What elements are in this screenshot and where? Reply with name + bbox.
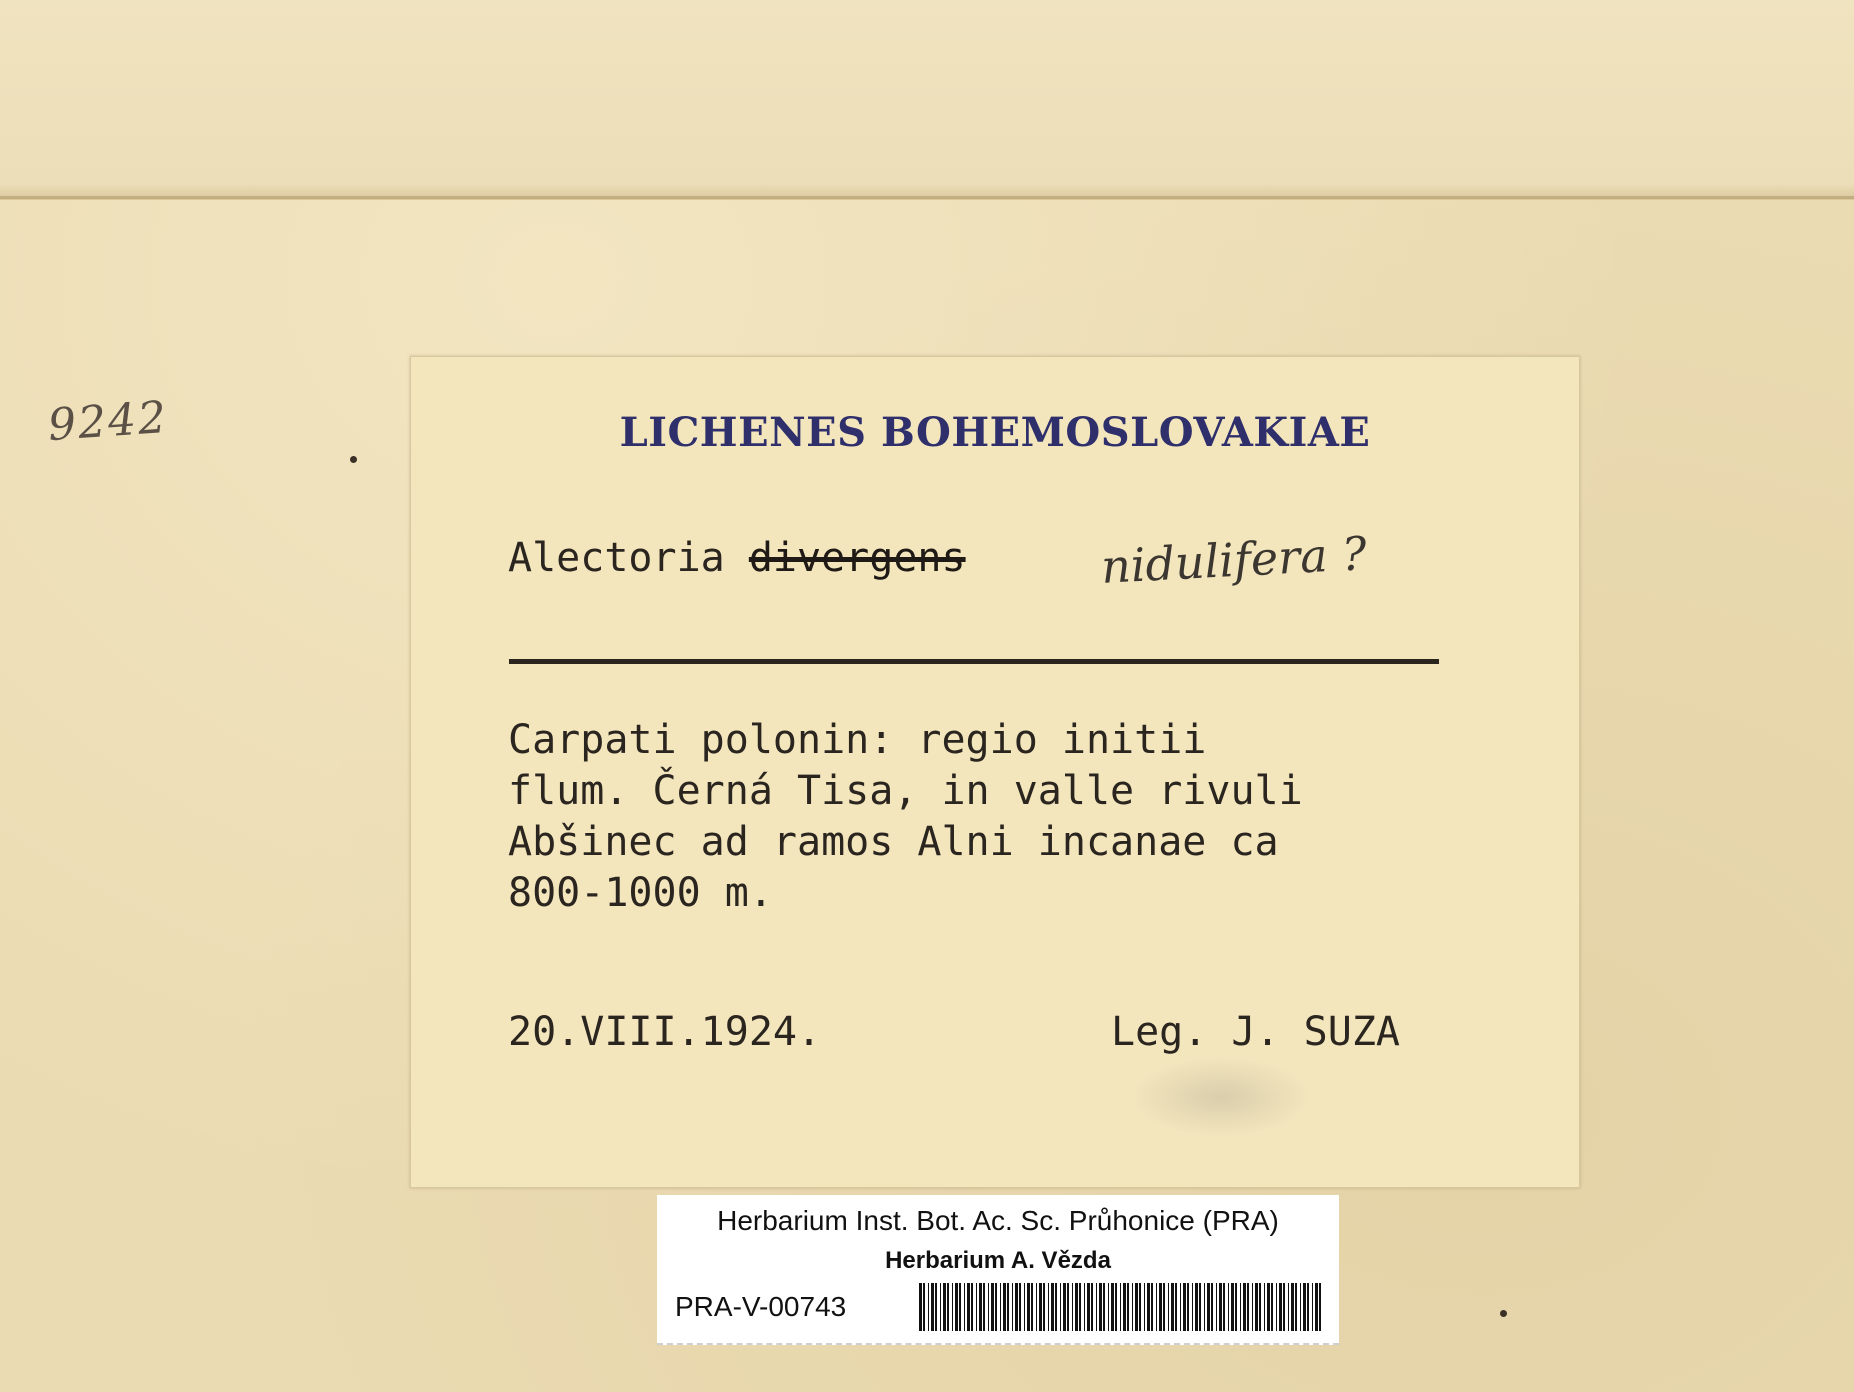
barcode-id: PRA-V-00743 <box>675 1291 847 1322</box>
accession-number: 9242 <box>46 391 170 452</box>
locality-line: flum. Černá Tisa, in valle rivuli <box>508 768 1303 814</box>
taxon-name <box>508 535 966 581</box>
taxon-genus: Alectoria <box>508 535 725 581</box>
divider-line <box>509 659 1439 664</box>
taxon-epithet-struck: divergens <box>748 535 966 581</box>
ink-dot <box>1500 1310 1507 1317</box>
fold-edge <box>0 196 1854 199</box>
herbarium-name: Herbarium A. Vězda <box>885 1247 1111 1274</box>
collector: Leg. J. SUZA <box>1111 1009 1400 1055</box>
sheet-fold <box>0 0 1854 200</box>
locality-line: Carpati polonin: regio initii <box>508 717 1207 763</box>
institution-name: Herbarium Inst. Bot. Ac. Sc. Průhonice (PRA) <box>717 1205 1279 1236</box>
barcode-icon <box>919 1283 1327 1331</box>
collection-date: 20.VIII.1924. <box>508 1009 822 1055</box>
institution-label <box>657 1195 1339 1345</box>
locality-line: 800-1000 m. <box>508 870 773 916</box>
locality-text <box>508 715 1508 919</box>
stain-mark <box>1131 1057 1311 1137</box>
taxon-epithet-handwritten: nidulifera ? <box>1099 526 1369 594</box>
series-title: LICHENES BOHEMOSLOVAKIAE <box>619 409 1371 456</box>
ink-dot <box>350 456 357 463</box>
specimen-label <box>410 356 1580 1188</box>
locality-line: Abšinec ad ramos Alni incanae ca <box>508 819 1279 865</box>
